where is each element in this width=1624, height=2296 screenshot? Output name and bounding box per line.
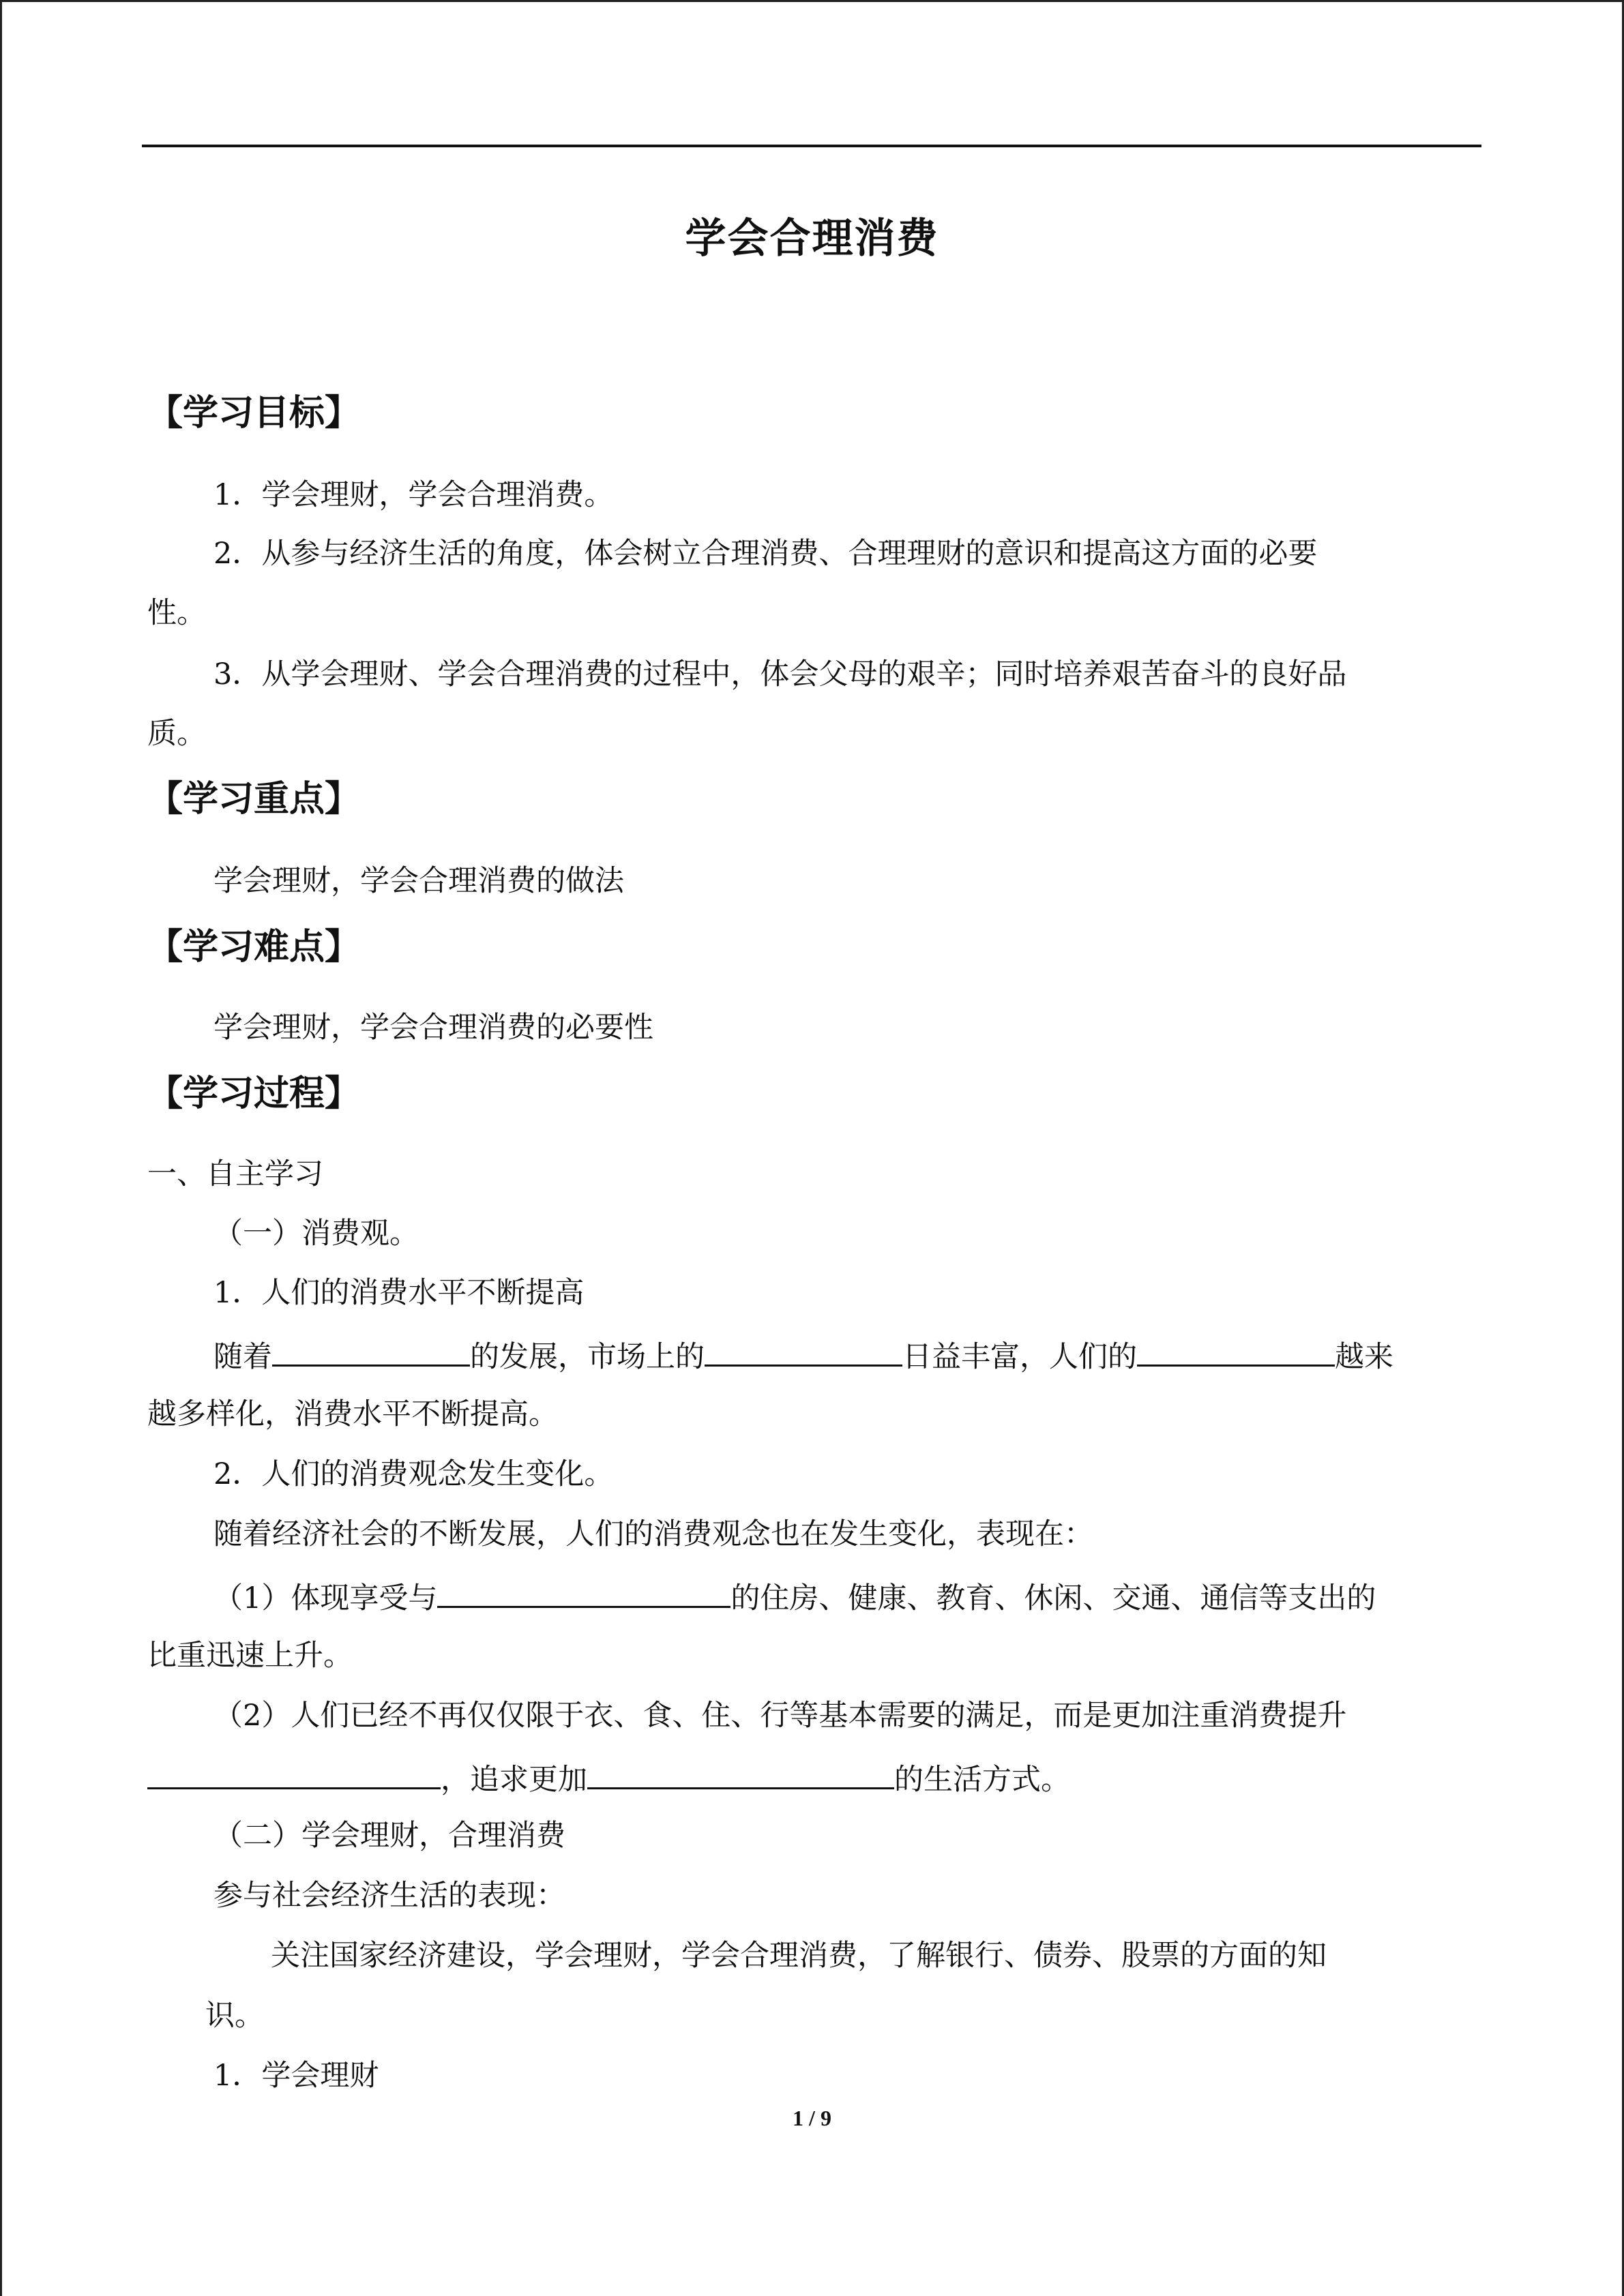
paragraph-2: 随着经济社会的不断发展，人们的消费观念也在发生变化，表现在：: [213, 1517, 1093, 1551]
answer-blank[interactable]: [272, 1332, 470, 1367]
page-border-left: [0, 0, 2, 2296]
goal-3-line-1: 3．从学会理财、学会合理消费的过程中，体会父母的艰辛；同时培养艰苦奋斗的良好品: [213, 657, 1347, 691]
subsection-2-heading: （二）学会理财，合理消费: [213, 1819, 565, 1853]
paragraph-5: 参与社会经济生活的表现：: [213, 1879, 565, 1913]
process-heading: 【学习过程】: [147, 1073, 361, 1114]
goals-heading: 【学习目标】: [147, 393, 361, 434]
answer-blank[interactable]: [147, 1755, 441, 1789]
paragraph-4-line-1: （2）人们已经不再仅仅限于衣、食、住、行等基本需要的满足，而是更加注重消费提升: [213, 1699, 1347, 1733]
text-segment: 日益丰富，人们的: [902, 1340, 1137, 1374]
fill-blank-paragraph-3: [213, 1573, 1376, 1620]
paragraph-6-line-2: 识。: [205, 1999, 264, 2033]
text-segment: 随着: [213, 1340, 272, 1374]
document-title: 学会合理消费: [685, 215, 939, 263]
text-segment: 的发展，市场上的: [470, 1340, 705, 1374]
text-segment: 的生活方式。: [894, 1763, 1070, 1797]
header-rule: [142, 145, 1481, 147]
answer-blank[interactable]: [705, 1332, 902, 1367]
key-heading: 【学习重点】: [147, 779, 361, 820]
item-2-heading: 2．人们的消费观念发生变化。: [213, 1457, 614, 1491]
difficult-heading: 【学习难点】: [147, 927, 361, 968]
item-1-heading: 1．人们的消费水平不断提高: [213, 1276, 585, 1310]
text-segment: （1）体现享受与: [213, 1581, 438, 1615]
subsection-1-heading: （一）消费观。: [213, 1217, 419, 1251]
text-segment: 的住房、健康、教育、休闲、交通、通信等支出的: [730, 1581, 1376, 1615]
key-text: 学会理财，学会合理消费的做法: [213, 864, 624, 898]
item-3-heading: 1．学会理财: [213, 2059, 379, 2093]
text-segment: 越来: [1335, 1340, 1393, 1374]
goal-2-line-1: 2．从参与经济生活的角度，体会树立合理消费、合理理财的意识和提高这方面的必要: [213, 537, 1318, 571]
fill-blank-paragraph-4: [147, 1755, 1070, 1802]
page-border-top: [0, 0, 1624, 2]
text-segment: ，追求更加: [441, 1763, 587, 1797]
fill-blank-paragraph-1: [213, 1332, 1393, 1379]
part-1-heading: 一、自主学习: [147, 1157, 323, 1191]
page-number: 1 / 9: [793, 2106, 831, 2130]
answer-blank[interactable]: [437, 1573, 730, 1608]
paragraph-6-line-1: 关注国家经济建设，学会理财，学会合理消费，了解银行、债券、股票的方面的知: [271, 1939, 1327, 1973]
goal-1: 1．学会理财，学会合理消费。: [213, 478, 614, 512]
paragraph-1-line-2: 越多样化，消费水平不断提高。: [147, 1397, 558, 1431]
answer-blank[interactable]: [1137, 1332, 1335, 1367]
goal-2-line-2: 性。: [147, 596, 206, 630]
difficult-text: 学会理财，学会合理消费的必要性: [213, 1011, 653, 1045]
answer-blank[interactable]: [587, 1755, 894, 1789]
paragraph-3-line-2: 比重迅速上升。: [147, 1639, 353, 1673]
goal-3-line-2: 质。: [147, 717, 206, 751]
